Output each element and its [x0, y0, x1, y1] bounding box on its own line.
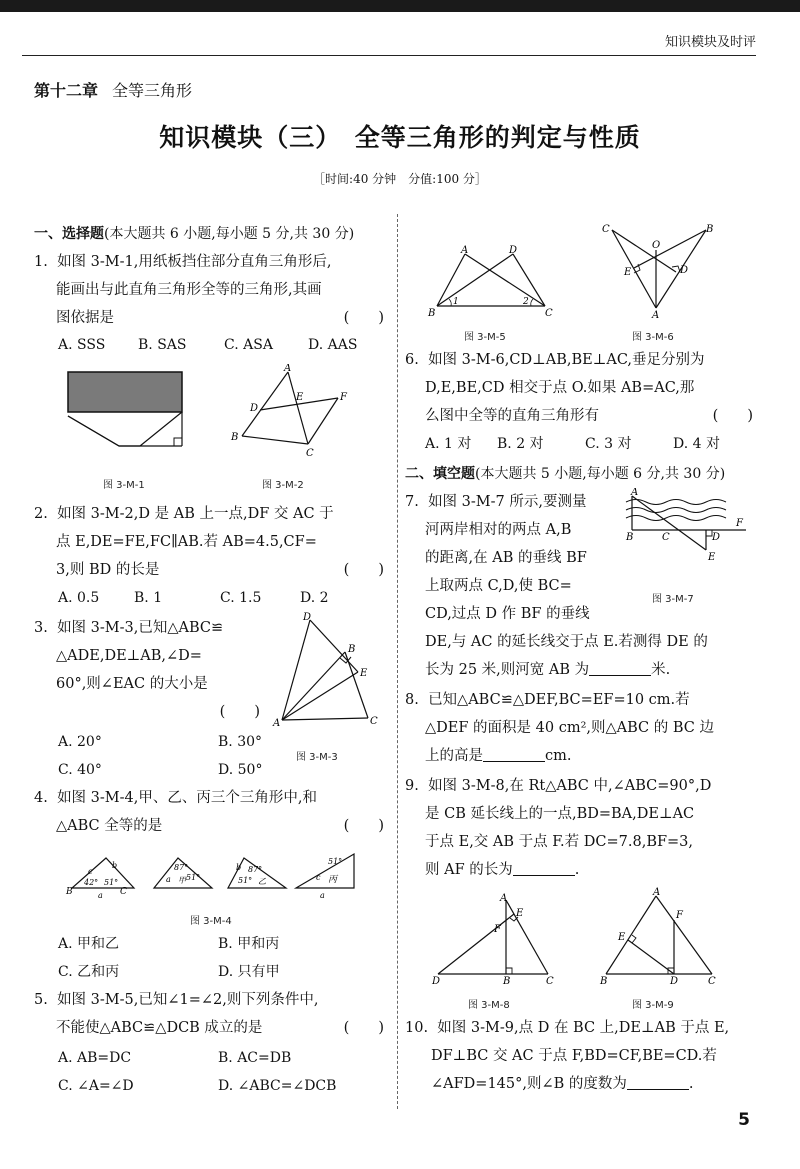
svg-text:42°: 42° — [84, 878, 99, 887]
caption-3-m-9: 图 3-M-9 — [632, 1000, 674, 1011]
question-3: 3. 如图 3-M-3,已知△ABC≌ △ADE,DE⊥AB,∠D= 60°,则∠EAC 的大小是 ( ) — [34, 614, 264, 726]
question-10: 10. 如图 3-M-9,点 D 在 BC 上,DE⊥AB 于点 E, DF⊥BC 交 AC 于点 F,BD=CF,BE=CD.若 ∠AFD=145°,则∠B 的度数为 . — [405, 1020, 730, 1092]
q3-options: A. 20° B. 30° C. 40° D. 50° — [58, 734, 263, 778]
top-border — [0, 0, 800, 12]
answer-paren: ( ) — [219, 704, 260, 720]
question-8: 8. 已知△ABC≌△DEF,BC=EF=10 cm.若 △DEF 的面积是 40 cm²,则△ABC 的 BC 边 上的高是 cm. — [405, 692, 714, 764]
svg-text:1: 1 — [453, 297, 459, 307]
section-choice-heading — [34, 224, 354, 244]
answer-blank — [483, 745, 545, 762]
chapter-name: 全等三角形 — [112, 81, 193, 100]
svg-text:B: B — [626, 532, 634, 543]
caption-3-m-6: 图 3-M-6 — [632, 332, 674, 343]
chapter-number: 第十二章 — [34, 81, 99, 100]
header-tag: 知识模块及时评 — [664, 35, 756, 50]
caption-3-m-4: 图 3-M-4 — [190, 916, 232, 927]
svg-text:F: F — [340, 392, 347, 403]
svg-text:B: B — [428, 308, 436, 319]
svg-text:A: A — [461, 245, 469, 256]
svg-text:E: E — [618, 932, 626, 943]
svg-text:F: F — [736, 518, 743, 529]
question-4: 4. 如图 3-M-4,甲、乙、丙三个三角形中,和 △ABC 全等的是 ( ) — [34, 784, 384, 840]
svg-text:B: B — [231, 432, 239, 443]
section-fill-note: (本大题共 5 小题,每小题 6 分,共 30 分) — [475, 466, 726, 482]
figure-3-m-2 — [228, 364, 358, 460]
svg-text:B: B — [600, 976, 608, 987]
answer-paren: ( ) — [343, 818, 384, 834]
svg-text:E: E — [360, 668, 368, 679]
svg-text:C: C — [370, 716, 378, 727]
question-5: 5. 如图 3-M-5,已知∠1=∠2,则下列条件中, 不能使△ABC≌△DCB 成立的是 ( ) — [34, 986, 384, 1042]
answer-paren: ( ) — [343, 562, 384, 578]
section-choice-title: 一、选择题 — [34, 226, 104, 242]
svg-text:D: D — [680, 265, 689, 276]
svg-text:51°: 51° — [104, 878, 119, 887]
svg-text:C: C — [120, 887, 127, 897]
svg-text:51°: 51° — [328, 857, 343, 866]
svg-text:51°: 51° — [186, 873, 201, 882]
svg-text:A: A — [500, 893, 508, 904]
chapter-heading — [34, 78, 192, 101]
question-6: 6. 如图 3-M-6,CD⊥AB,BE⊥AC,垂足分别为 D,E,BE,CD 相交于点 O.如果 AB=AC,那 么图中全等的直角三角形有 ( ) — [405, 346, 765, 430]
figure-3-m-8 — [430, 892, 555, 988]
answer-blank — [513, 859, 575, 876]
svg-text:O: O — [652, 240, 661, 251]
svg-text:E: E — [516, 908, 524, 919]
caption-3-m-1: 图 3-M-1 — [103, 480, 145, 491]
question-7: 7. 如图 3-M-7 所示,要测量 河两岸相对的两点 A,B 的距离,在 AB 的垂线 BF 上取两点 C,D,使 BC= CD,过点 D 作 BF 的垂线 DE,与 AC 的延长线交于点 E.若测得 DE 的 长为 25 米,则河宽 AB 为 米. — [405, 494, 708, 678]
svg-text:C: C — [602, 224, 610, 235]
answer-paren: ( ) — [343, 1020, 384, 1036]
figure-3-m-6 — [598, 220, 718, 320]
question-9: 9. 如图 3-M-8,在 Rt△ABC 中,∠ABC=90°,D 是 CB 延长线上的一点,BD=BA,DE⊥AC 于点 E,交 AB 于点 F.若 DC=7.8,BF=3, 则 AF 的长为 . — [405, 778, 712, 878]
svg-text:C: C — [708, 976, 716, 987]
svg-text:87°: 87° — [174, 863, 189, 872]
svg-text:D: D — [303, 612, 312, 623]
question-2: 2. 如图 3-M-2,D 是 AB 上一点,DF 交 AC 于 点 E,DE=FE,FC∥AB.若 AB=4.5,CF= 3,则 BD 的长是 ( ) — [34, 500, 384, 584]
svg-text:c: c — [88, 867, 93, 876]
section-fill-title: 二、填空题 — [405, 466, 475, 482]
figure-3-m-4 — [64, 850, 364, 900]
svg-text:F: F — [494, 924, 501, 935]
svg-text:b: b — [112, 861, 118, 870]
answer-paren: ( ) — [343, 310, 384, 326]
q6-options: A. 1 对 B. 2 对 C. 3 对 D. 4 对 — [425, 436, 720, 452]
svg-text:A: A — [653, 887, 661, 898]
caption-3-m-3: 图 3-M-3 — [296, 752, 338, 763]
svg-text:b: b — [236, 863, 242, 872]
svg-text:A: A — [284, 364, 292, 374]
header-rule — [22, 55, 756, 56]
section-choice-note: (本大题共 6 小题,每小题 5 分,共 30 分) — [104, 226, 355, 242]
svg-text:A: A — [652, 310, 660, 320]
svg-text:2: 2 — [523, 297, 529, 307]
svg-text:D: D — [670, 976, 679, 987]
svg-text:甲: 甲 — [178, 876, 186, 885]
column-divider — [397, 214, 398, 1109]
svg-text:a: a — [320, 891, 325, 900]
question-1: 1. 如图 3-M-1,用纸板挡住部分直角三角形后, 能画出与此直角三角形全等的三角形,其画 图依据是 ( ) — [34, 248, 384, 332]
svg-text:a: a — [98, 891, 103, 900]
q2-options: A. 0.5 B. 1 C. 1.5 D. 2 — [58, 590, 329, 606]
svg-text:A: A — [631, 488, 639, 498]
time-score-note: ［时间:40 分钟 分值:100 分］ — [313, 172, 487, 186]
svg-text:丙: 丙 — [328, 875, 338, 885]
svg-text:D: D — [250, 403, 259, 414]
q1-options: A. SSS B. SAS C. ASA D. AAS — [58, 337, 358, 353]
svg-text:87°: 87° — [248, 865, 263, 874]
svg-text:F: F — [676, 910, 683, 921]
svg-text:乙: 乙 — [258, 877, 266, 886]
svg-text:D: D — [712, 532, 721, 543]
section-fill-heading — [405, 464, 725, 484]
page-number: 5 — [738, 1110, 750, 1130]
svg-text:E: E — [296, 392, 304, 403]
figure-3-m-3 — [270, 610, 385, 730]
caption-3-m-2: 图 3-M-2 — [262, 480, 304, 491]
answer-blank — [589, 659, 651, 676]
figure-3-m-5 — [425, 244, 555, 320]
svg-text:E: E — [708, 552, 716, 563]
q4-options: A. 甲和乙 B. 甲和丙 C. 乙和丙 D. 只有甲 — [58, 936, 280, 980]
svg-text:c: c — [316, 873, 321, 882]
svg-text:C: C — [545, 308, 553, 319]
q5-options: A. AB=DC B. AC=DB C. ∠A=∠D D. ∠ABC=∠DCB — [58, 1050, 337, 1094]
svg-text:C: C — [662, 532, 670, 543]
caption-3-m-7: 图 3-M-7 — [652, 594, 694, 605]
svg-text:E: E — [624, 267, 632, 278]
svg-text:B: B — [503, 976, 511, 987]
figure-3-m-7 — [618, 488, 753, 570]
figure-3-m-1 — [64, 368, 194, 458]
svg-text:C: C — [306, 448, 314, 459]
page-title: 知识模块（三） 全等三角形的判定与性质 — [159, 123, 641, 152]
figure-3-m-9 — [598, 886, 723, 988]
svg-text:B: B — [66, 887, 73, 897]
answer-paren: ( ) — [712, 408, 753, 424]
caption-3-m-5: 图 3-M-5 — [464, 332, 506, 343]
answer-blank — [627, 1073, 689, 1090]
svg-text:C: C — [546, 976, 554, 987]
svg-text:B: B — [706, 224, 714, 235]
svg-text:A: A — [273, 718, 281, 729]
svg-text:51°: 51° — [238, 876, 253, 885]
svg-text:a: a — [166, 875, 171, 884]
svg-text:D: D — [432, 976, 441, 987]
caption-3-m-8: 图 3-M-8 — [468, 1000, 510, 1011]
svg-text:B: B — [348, 644, 356, 655]
svg-text:D: D — [509, 245, 518, 256]
